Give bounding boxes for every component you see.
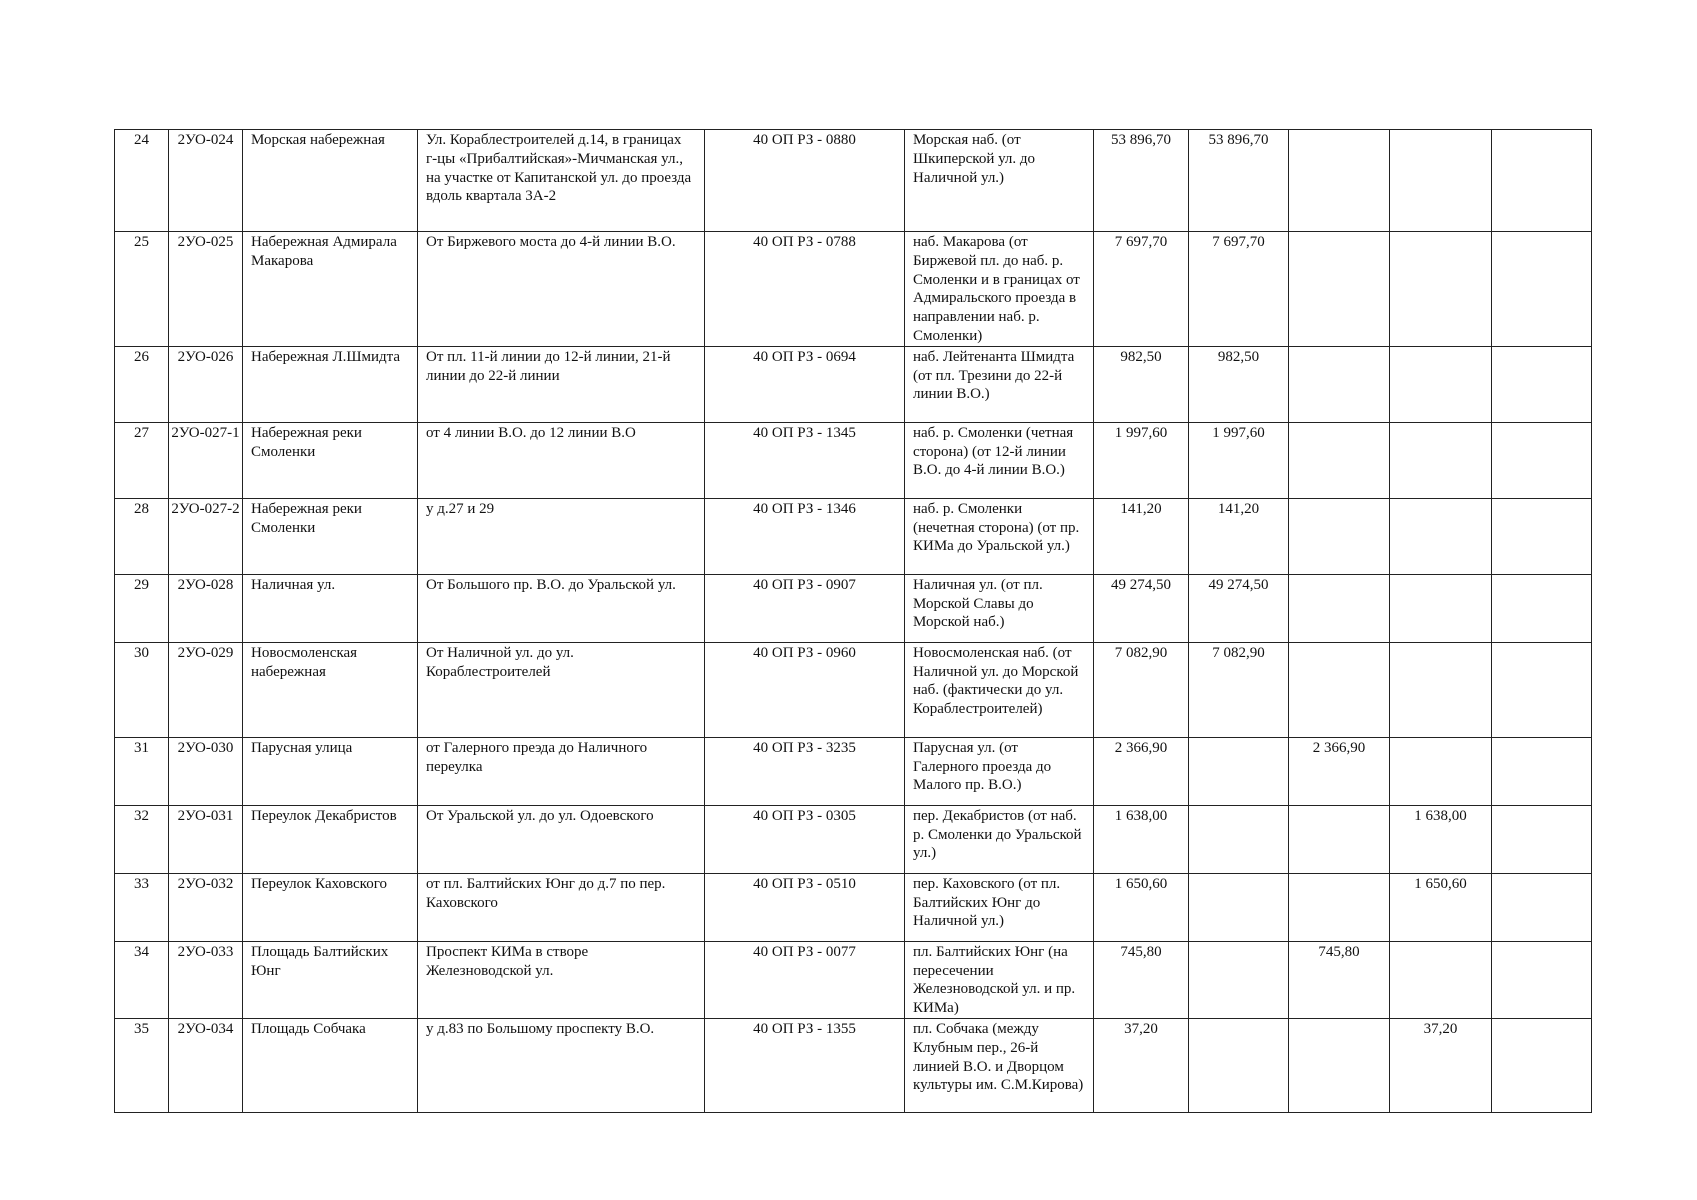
object-name-cell: Набережная Л.Шмидта <box>243 346 418 422</box>
description-cell: Новосмоленская наб. (от Наличной ул. до Морской наб. (фактически до ул. Кораблестроителей) <box>905 642 1094 737</box>
table-row <box>115 498 1592 574</box>
object-code-cell: 2УО-027-2 <box>169 498 243 574</box>
area-value-3-cell <box>1390 574 1492 642</box>
row-number-cell: 33 <box>115 873 169 941</box>
table-row <box>115 642 1592 737</box>
area-value-2-cell: 745,80 <box>1289 941 1390 1018</box>
area-value-2-cell <box>1289 574 1390 642</box>
registration-number-cell: 40 ОП РЗ - 0960 <box>705 642 905 737</box>
area-value-3-cell <box>1390 498 1492 574</box>
area-value-1-cell: 1 997,60 <box>1189 422 1289 498</box>
area-value-4-cell <box>1492 130 1592 232</box>
description-cell: наб. Макарова (от Биржевой пл. до наб. р. Смоленки и в границах от Адмиральского проезда в направлении наб. р. Смоленки) <box>905 232 1094 347</box>
area-value-3-cell <box>1390 346 1492 422</box>
object-name-cell: Переулок Декабристов <box>243 805 418 873</box>
description-cell: пл. Собчака (между Клубным пер., 26-й линией В.О. и Дворцом культуры им. С.М.Кирова) <box>905 1018 1094 1112</box>
area-value-4-cell <box>1492 498 1592 574</box>
table-row <box>115 1018 1592 1112</box>
registration-number-cell: 40 ОП РЗ - 0305 <box>705 805 905 873</box>
table-row <box>115 737 1592 805</box>
area-value-2-cell <box>1289 1018 1390 1112</box>
total-area-cell: 1 638,00 <box>1094 805 1189 873</box>
description-cell: наб. Лейтенанта Шмидта (от пл. Трезини до 22-й линии В.О.) <box>905 346 1094 422</box>
area-value-4-cell <box>1492 737 1592 805</box>
boundaries-cell: От Уральской ул. до ул. Одоевского <box>418 805 705 873</box>
area-value-2-cell <box>1289 873 1390 941</box>
boundaries-cell: Ул. Кораблестроителей д.14, в границах г-цы «Прибалтийская»-Мичманская ул., на участке от Капитанской ул. до проезда вдоль квартала 3А-2 <box>418 130 705 232</box>
registration-number-cell: 40 ОП РЗ - 0694 <box>705 346 905 422</box>
total-area-cell: 53 896,70 <box>1094 130 1189 232</box>
object-name-cell: Новосмоленская набережная <box>243 642 418 737</box>
area-value-3-cell <box>1390 232 1492 347</box>
row-number-cell: 26 <box>115 346 169 422</box>
description-cell: наб. р. Смоленки (нечетная сторона) (от пр. КИМа до Уральской ул.) <box>905 498 1094 574</box>
object-code-cell: 2УО-029 <box>169 642 243 737</box>
area-value-2-cell <box>1289 642 1390 737</box>
area-value-4-cell <box>1492 422 1592 498</box>
row-number-cell: 30 <box>115 642 169 737</box>
total-area-cell: 7 697,70 <box>1094 232 1189 347</box>
object-code-cell: 2УО-030 <box>169 737 243 805</box>
description-cell: Парусная ул. (от Галерного проезда до Малого пр. В.О.) <box>905 737 1094 805</box>
row-number-cell: 27 <box>115 422 169 498</box>
area-value-1-cell: 53 896,70 <box>1189 130 1289 232</box>
area-value-4-cell <box>1492 574 1592 642</box>
area-value-3-cell <box>1390 422 1492 498</box>
boundaries-cell: от 4 линии В.О. до 12 линии В.О <box>418 422 705 498</box>
area-value-4-cell <box>1492 941 1592 1018</box>
object-code-cell: 2УО-031 <box>169 805 243 873</box>
object-code-cell: 2УО-033 <box>169 941 243 1018</box>
area-value-1-cell: 141,20 <box>1189 498 1289 574</box>
object-name-cell: Площадь Балтийских Юнг <box>243 941 418 1018</box>
registration-number-cell: 40 ОП РЗ - 0510 <box>705 873 905 941</box>
description-cell: пер. Декабристов (от наб. р. Смоленки до Уральской ул.) <box>905 805 1094 873</box>
description-cell: Наличная ул. (от пл. Морской Славы до Морской наб.) <box>905 574 1094 642</box>
area-value-4-cell <box>1492 805 1592 873</box>
description-cell: пл. Балтийских Юнг (на пересечении Железноводской ул. и пр. КИМа) <box>905 941 1094 1018</box>
object-name-cell: Наличная ул. <box>243 574 418 642</box>
row-number-cell: 25 <box>115 232 169 347</box>
boundaries-cell: От Наличной ул. до ул. Кораблестроителей <box>418 642 705 737</box>
total-area-cell: 982,50 <box>1094 346 1189 422</box>
total-area-cell: 49 274,50 <box>1094 574 1189 642</box>
area-value-1-cell <box>1189 941 1289 1018</box>
area-value-3-cell <box>1390 130 1492 232</box>
row-number-cell: 31 <box>115 737 169 805</box>
table-row <box>115 805 1592 873</box>
document-table <box>114 129 1592 1113</box>
registration-number-cell: 40 ОП РЗ - 3235 <box>705 737 905 805</box>
area-value-2-cell <box>1289 346 1390 422</box>
registration-number-cell: 40 ОП РЗ - 0788 <box>705 232 905 347</box>
area-value-1-cell: 7 697,70 <box>1189 232 1289 347</box>
total-area-cell: 141,20 <box>1094 498 1189 574</box>
area-value-2-cell <box>1289 805 1390 873</box>
table-row <box>115 232 1592 347</box>
area-value-3-cell: 37,20 <box>1390 1018 1492 1112</box>
area-value-1-cell <box>1189 1018 1289 1112</box>
area-value-2-cell <box>1289 422 1390 498</box>
total-area-cell: 1 997,60 <box>1094 422 1189 498</box>
total-area-cell: 37,20 <box>1094 1018 1189 1112</box>
area-value-3-cell: 1 638,00 <box>1390 805 1492 873</box>
table-row <box>115 346 1592 422</box>
area-value-3-cell <box>1390 642 1492 737</box>
area-value-2-cell <box>1289 130 1390 232</box>
row-number-cell: 35 <box>115 1018 169 1112</box>
boundaries-cell: От Большого пр. В.О. до Уральской ул. <box>418 574 705 642</box>
object-name-cell: Парусная улица <box>243 737 418 805</box>
table-row <box>115 574 1592 642</box>
object-code-cell: 2УО-026 <box>169 346 243 422</box>
boundaries-cell: от Галерного преэда до Наличного переулка <box>418 737 705 805</box>
area-value-1-cell <box>1189 805 1289 873</box>
object-name-cell: Набережная Адмирала Макарова <box>243 232 418 347</box>
table-row <box>115 941 1592 1018</box>
table-body <box>115 130 1592 1113</box>
total-area-cell: 1 650,60 <box>1094 873 1189 941</box>
area-value-1-cell <box>1189 873 1289 941</box>
boundaries-cell: у д.83 по Большому проспекту В.О. <box>418 1018 705 1112</box>
area-value-1-cell: 7 082,90 <box>1189 642 1289 737</box>
registration-number-cell: 40 ОП РЗ - 1355 <box>705 1018 905 1112</box>
object-name-cell: Набережная реки Смоленки <box>243 422 418 498</box>
total-area-cell: 2 366,90 <box>1094 737 1189 805</box>
row-number-cell: 24 <box>115 130 169 232</box>
area-value-4-cell <box>1492 232 1592 347</box>
object-name-cell: Переулок Каховского <box>243 873 418 941</box>
object-name-cell: Морская набережная <box>243 130 418 232</box>
area-value-3-cell <box>1390 941 1492 1018</box>
registration-number-cell: 40 ОП РЗ - 0880 <box>705 130 905 232</box>
registration-number-cell: 40 ОП РЗ - 1346 <box>705 498 905 574</box>
object-code-cell: 2УО-027-1 <box>169 422 243 498</box>
table-row <box>115 130 1592 232</box>
boundaries-cell: От Биржевого моста до 4-й линии В.О. <box>418 232 705 347</box>
total-area-cell: 745,80 <box>1094 941 1189 1018</box>
area-value-1-cell: 982,50 <box>1189 346 1289 422</box>
registration-number-cell: 40 ОП РЗ - 0077 <box>705 941 905 1018</box>
object-name-cell: Площадь Собчака <box>243 1018 418 1112</box>
boundaries-cell: Проспект КИМа в створе Железноводской ул. <box>418 941 705 1018</box>
area-value-4-cell <box>1492 1018 1592 1112</box>
description-cell: пер. Каховского (от пл. Балтийских Юнг до Наличной ул.) <box>905 873 1094 941</box>
area-value-3-cell <box>1390 737 1492 805</box>
description-cell: наб. р. Смоленки (четная сторона) (от 12-й линии В.О. до 4-й линии В.О.) <box>905 422 1094 498</box>
area-value-2-cell: 2 366,90 <box>1289 737 1390 805</box>
area-value-2-cell <box>1289 232 1390 347</box>
object-name-cell: Набережная реки Смоленки <box>243 498 418 574</box>
area-value-4-cell <box>1492 642 1592 737</box>
description-cell: Морская наб. (от Шкиперской ул. до Наличной ул.) <box>905 130 1094 232</box>
row-number-cell: 28 <box>115 498 169 574</box>
boundaries-cell: у д.27 и 29 <box>418 498 705 574</box>
registration-number-cell: 40 ОП РЗ - 0907 <box>705 574 905 642</box>
row-number-cell: 34 <box>115 941 169 1018</box>
table-row <box>115 422 1592 498</box>
boundaries-cell: От пл. 11-й линии до 12-й линии, 21-й линии до 22-й линии <box>418 346 705 422</box>
registration-number-cell: 40 ОП РЗ - 1345 <box>705 422 905 498</box>
table-row <box>115 873 1592 941</box>
total-area-cell: 7 082,90 <box>1094 642 1189 737</box>
area-value-1-cell: 49 274,50 <box>1189 574 1289 642</box>
area-value-4-cell <box>1492 346 1592 422</box>
object-code-cell: 2УО-034 <box>169 1018 243 1112</box>
object-code-cell: 2УО-024 <box>169 130 243 232</box>
area-value-4-cell <box>1492 873 1592 941</box>
area-value-3-cell: 1 650,60 <box>1390 873 1492 941</box>
object-code-cell: 2УО-028 <box>169 574 243 642</box>
area-value-1-cell <box>1189 737 1289 805</box>
boundaries-cell: от пл. Балтийских Юнг до д.7 по пер. Каховского <box>418 873 705 941</box>
row-number-cell: 29 <box>115 574 169 642</box>
row-number-cell: 32 <box>115 805 169 873</box>
area-value-2-cell <box>1289 498 1390 574</box>
object-code-cell: 2УО-032 <box>169 873 243 941</box>
object-code-cell: 2УО-025 <box>169 232 243 347</box>
